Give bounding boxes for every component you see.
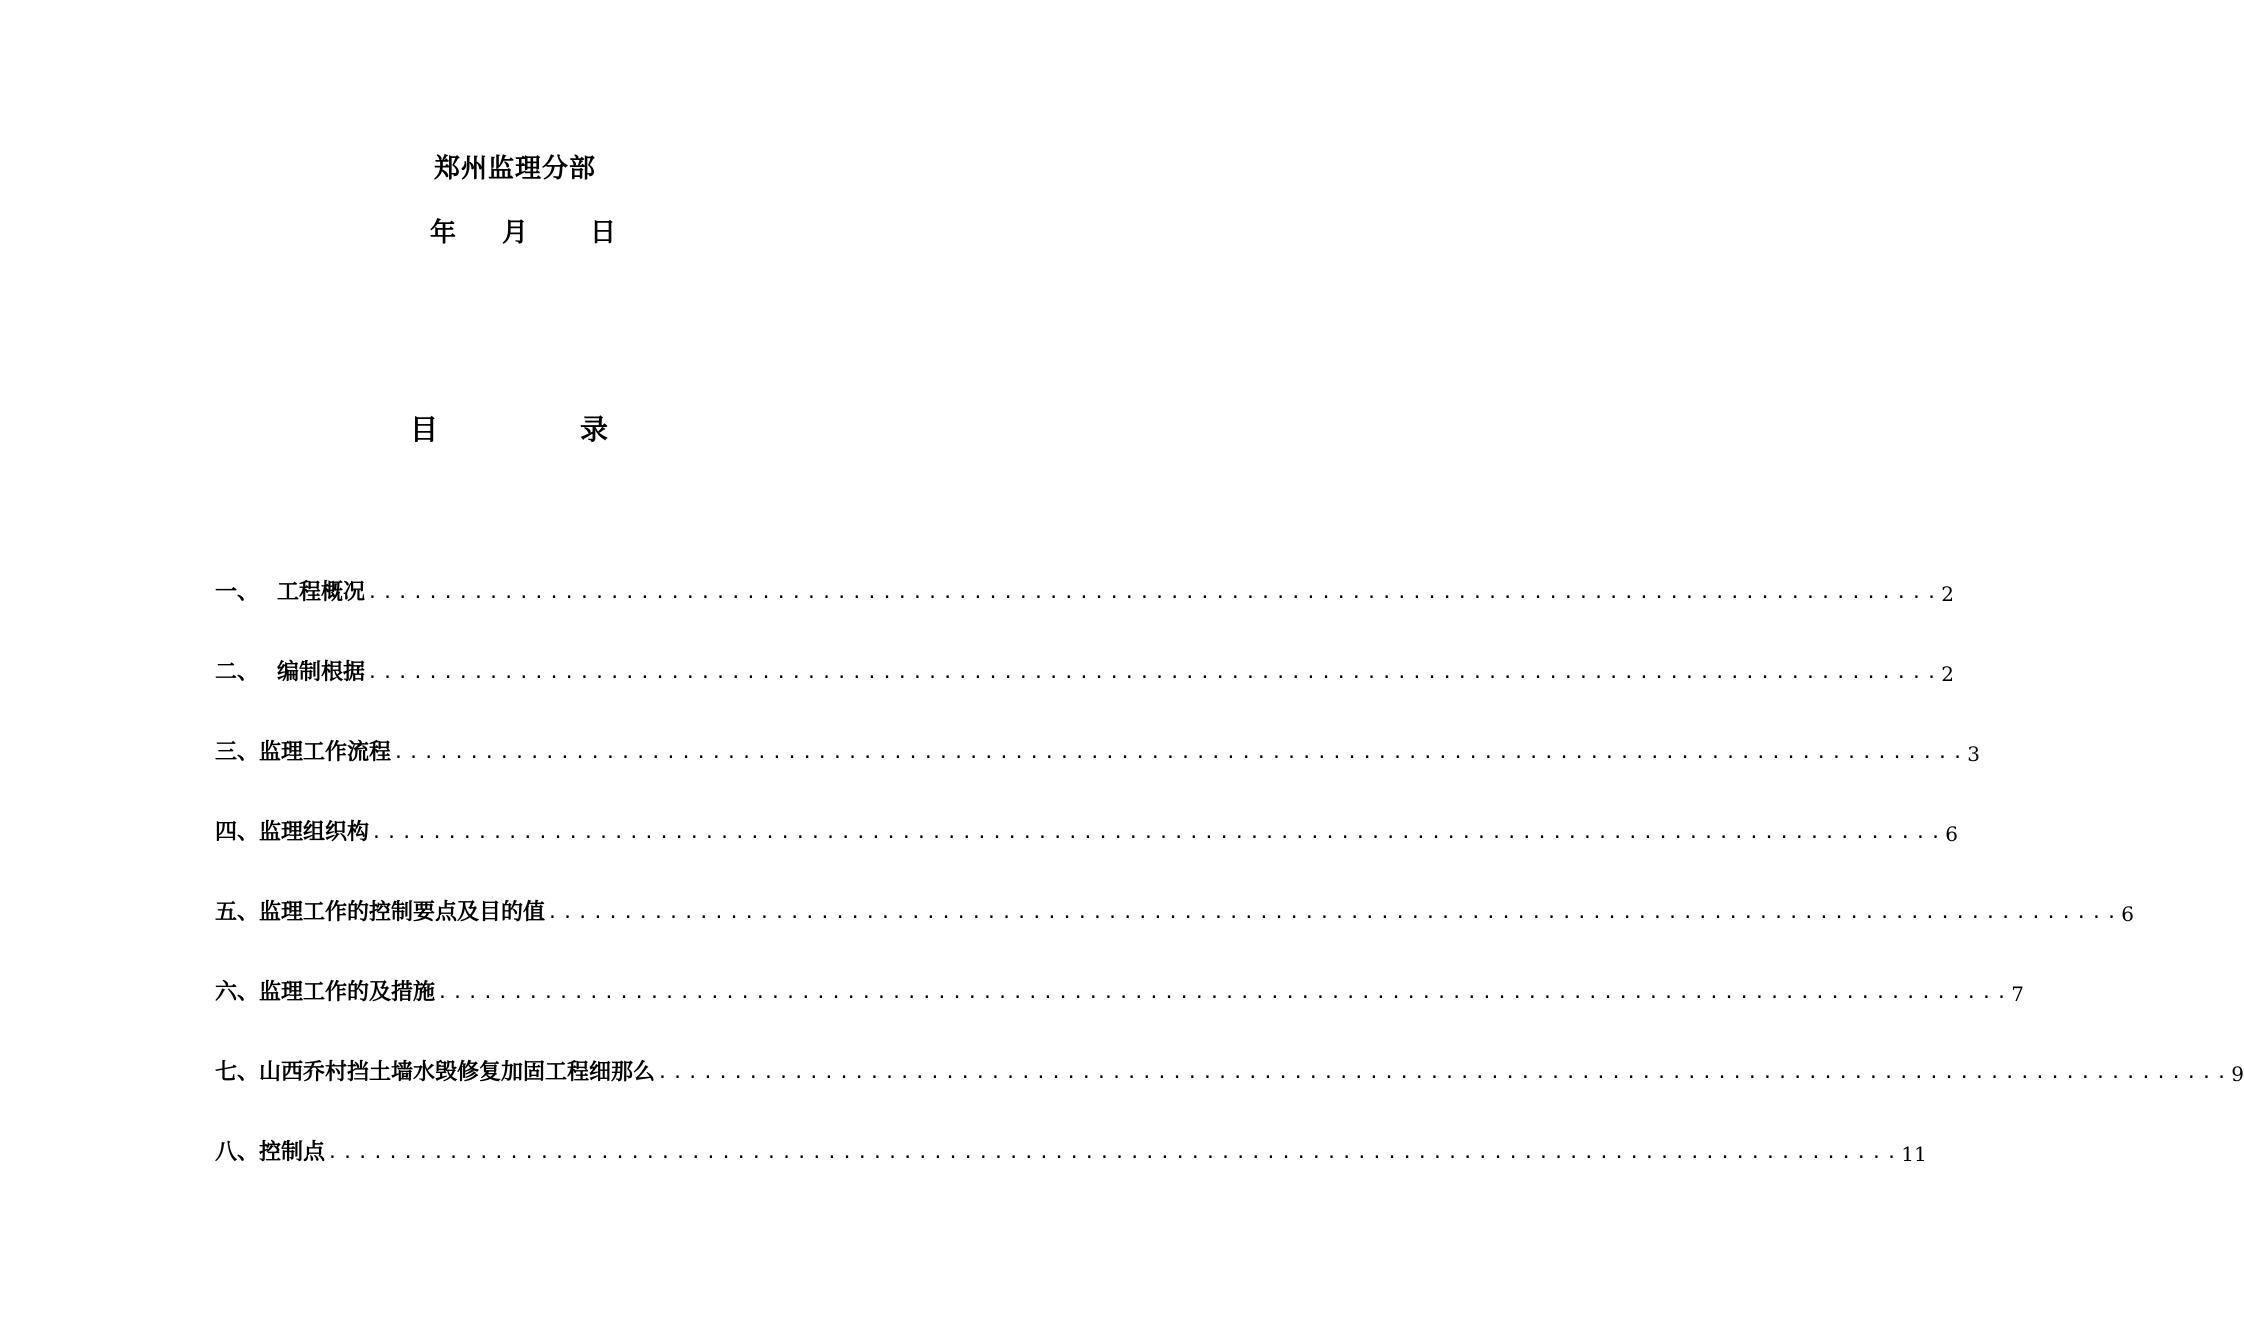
toc-entry-number: 四、 [215, 819, 260, 845]
toc-entry-number: 五、 [215, 899, 260, 925]
toc-entry-text: 山西乔村挡土墙水毁修复加固工程细那么 [259, 1059, 656, 1085]
toc-entry[interactable] [215, 814, 1959, 846]
toc-entry-number: 八、 [215, 1139, 260, 1165]
toc-entry-leader: ........................................................................................................ [393, 742, 1968, 763]
toc-entry-text: 监理工作流程 [259, 739, 392, 765]
toc-entry-leader: ........................................................................................................ [657, 1062, 2232, 1083]
toc-entry-page: 6 [1945, 822, 1959, 846]
toc-title-part2: 录 [580, 413, 609, 446]
toc-entry[interactable] [215, 894, 2135, 926]
toc-entry-page: 11 [1901, 1142, 1927, 1166]
toc-title-part1: 目 [410, 413, 439, 446]
toc-entry-number: 三、 [215, 739, 260, 765]
toc-entry-page: 9 [2231, 1062, 2244, 1086]
toc-entry-leader: ........................................................................................................ [367, 582, 1942, 603]
toc-entry-leader: ........................................................................................................ [327, 1142, 1902, 1163]
toc-entry[interactable] [215, 1134, 1927, 1166]
toc-entry-number: 七、 [215, 1059, 260, 1085]
toc-entry-text: 监理工作的控制要点及目的值 [259, 899, 546, 925]
toc-entry-text: 编制根据 [277, 659, 366, 685]
toc-entry-number: 一、 [215, 579, 260, 605]
toc-entry-text: 工程概况 [277, 579, 366, 605]
toc-entry-page: 3 [1967, 742, 1981, 766]
toc-entry-leader: ........................................................................................................ [547, 902, 2122, 923]
date-month: 月 [502, 218, 529, 248]
toc-entry[interactable] [215, 574, 1955, 606]
date-year: 年 [430, 218, 457, 248]
toc-entry-page: 2 [1941, 582, 1955, 606]
toc-entry[interactable] [215, 654, 1955, 686]
toc-entry[interactable] [215, 974, 2025, 1006]
toc-entry-leader: ........................................................................................................ [371, 822, 1946, 843]
toc-entry-text: 监理工作的及措施 [259, 979, 436, 1005]
toc-entry-number: 二、 [215, 659, 260, 685]
org-name: 郑州监理分部 [433, 154, 596, 184]
toc-entry-page: 7 [2011, 982, 2025, 1006]
toc-entry-leader: ........................................................................................................ [437, 982, 2012, 1003]
toc-entry-text: 监理组织构 [259, 819, 370, 845]
toc-entry-text: 控制点 [259, 1139, 326, 1165]
toc-entry[interactable] [215, 734, 1981, 766]
toc-entry-leader: ........................................................................................................ [367, 662, 1942, 683]
toc-entry-number: 六、 [215, 979, 260, 1005]
toc-entry[interactable] [215, 1054, 2244, 1086]
toc-entry-page: 6 [2121, 902, 2135, 926]
toc-entry-page: 2 [1941, 662, 1955, 686]
date-day: 日 [590, 218, 617, 248]
